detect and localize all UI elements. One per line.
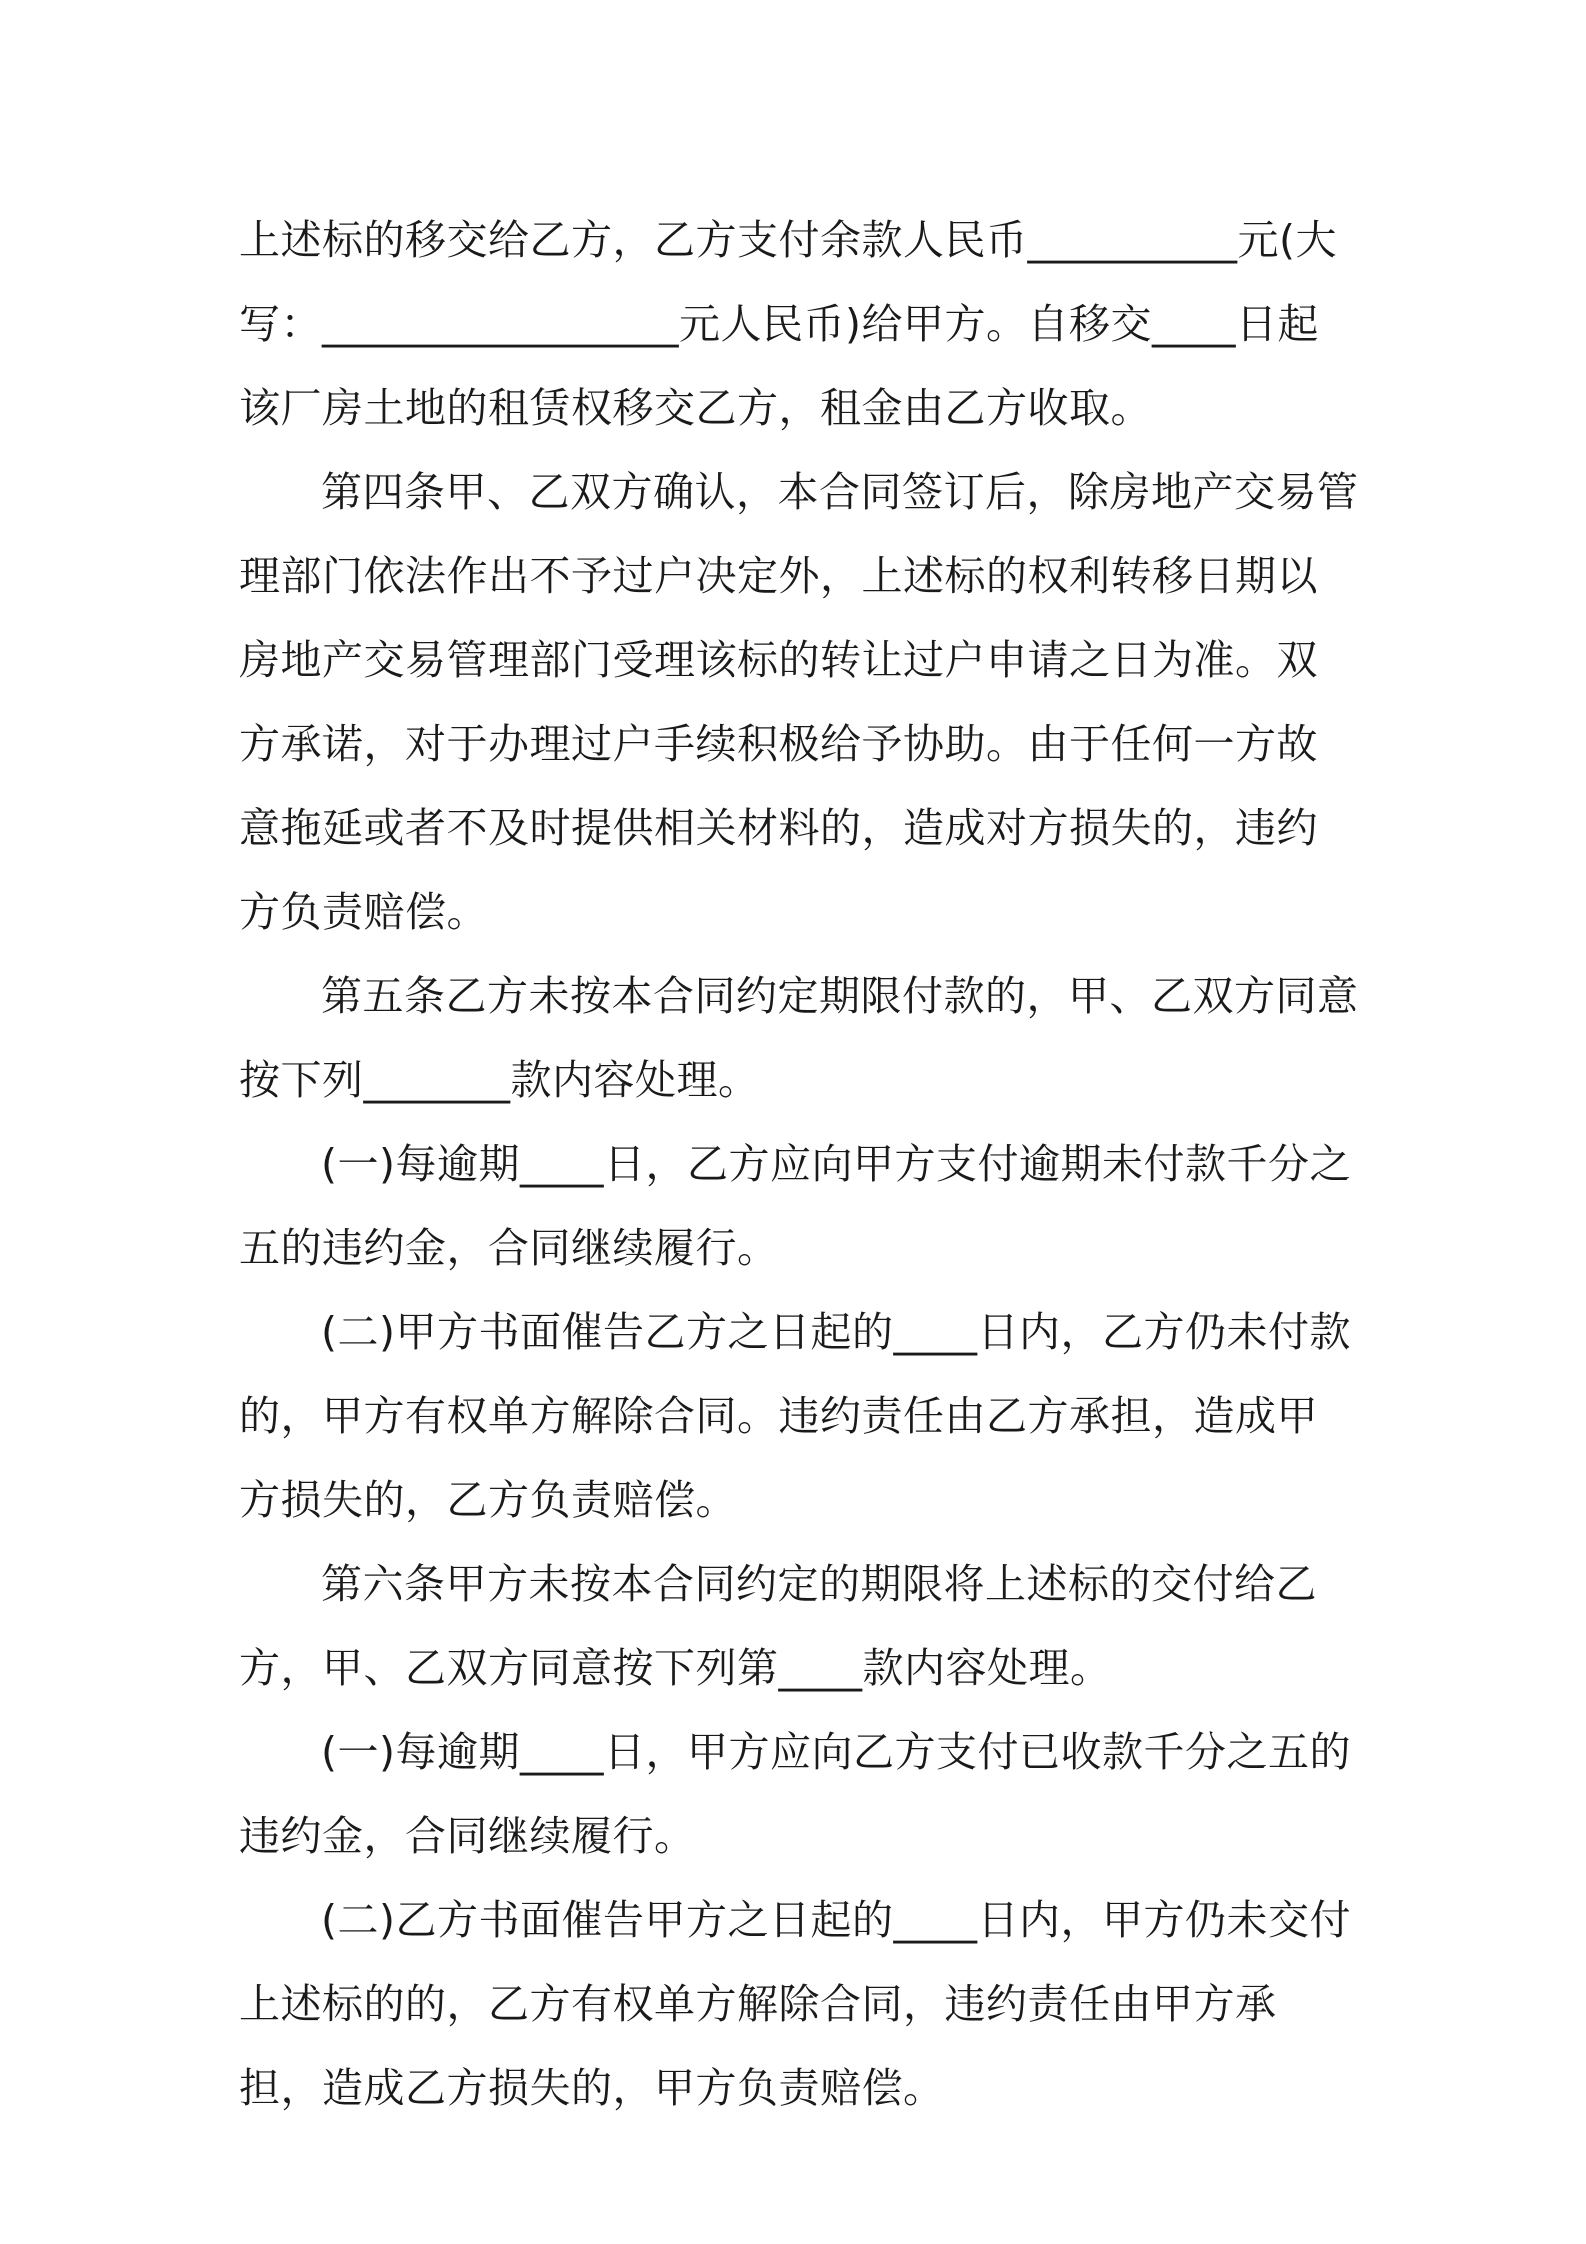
paragraph-article-6-item-1: (一)每逾期____日，甲方应向乙方支付已收款千分之五的违约金，合同继续履行。	[239, 1728, 1351, 1860]
paragraph-article-5-item-2: (二)甲方书面催告乙方之日起的____日内，乙方仍未付款的，甲方有权单方解除合同。违约责任由乙方承担，造成甲方损失的，乙方负责赔偿。	[239, 1308, 1351, 1524]
paragraph-article-5: 第五条乙方未按本合同约定期限付款的，甲、乙双方同意按下列_______款内容处理。	[239, 972, 1359, 1104]
document-body	[239, 198, 1359, 2130]
paragraph-article-4: 第四条甲、乙双方确认，本合同签订后，除房地产交易管理部门依法作出不予过户决定外，上述标的权利转移日期以房地产交易管理部门受理该标的转让过户申请之日为准。双方承诺，对于办理过户手续积极给予协助。由于任何一方故意拖延或者不及时提供相关材料的，造成对方损失的，违约方负责赔偿。	[239, 468, 1359, 936]
paragraph-transfer-payment: 上述标的移交给乙方，乙方支付余款人民币__________元(大写：_________________元人民币)给甲方。自移交____日起该厂房土地的租赁权移交乙方，租金由乙方收取。	[239, 216, 1337, 432]
paragraph-article-6: 第六条甲方未按本合同约定的期限将上述标的交付给乙方，甲、乙双方同意按下列第____款内容处理。	[239, 1560, 1317, 1692]
paragraph-article-6-item-2: (二)乙方书面催告甲方之日起的____日内，甲方仍未交付上述标的的，乙方有权单方解除合同，违约责任由甲方承担，造成乙方损失的，甲方负责赔偿。	[239, 1896, 1351, 2112]
paragraph-article-5-item-1: (一)每逾期____日，乙方应向甲方支付逾期未付款千分之五的违约金，合同继续履行。	[239, 1140, 1351, 1272]
